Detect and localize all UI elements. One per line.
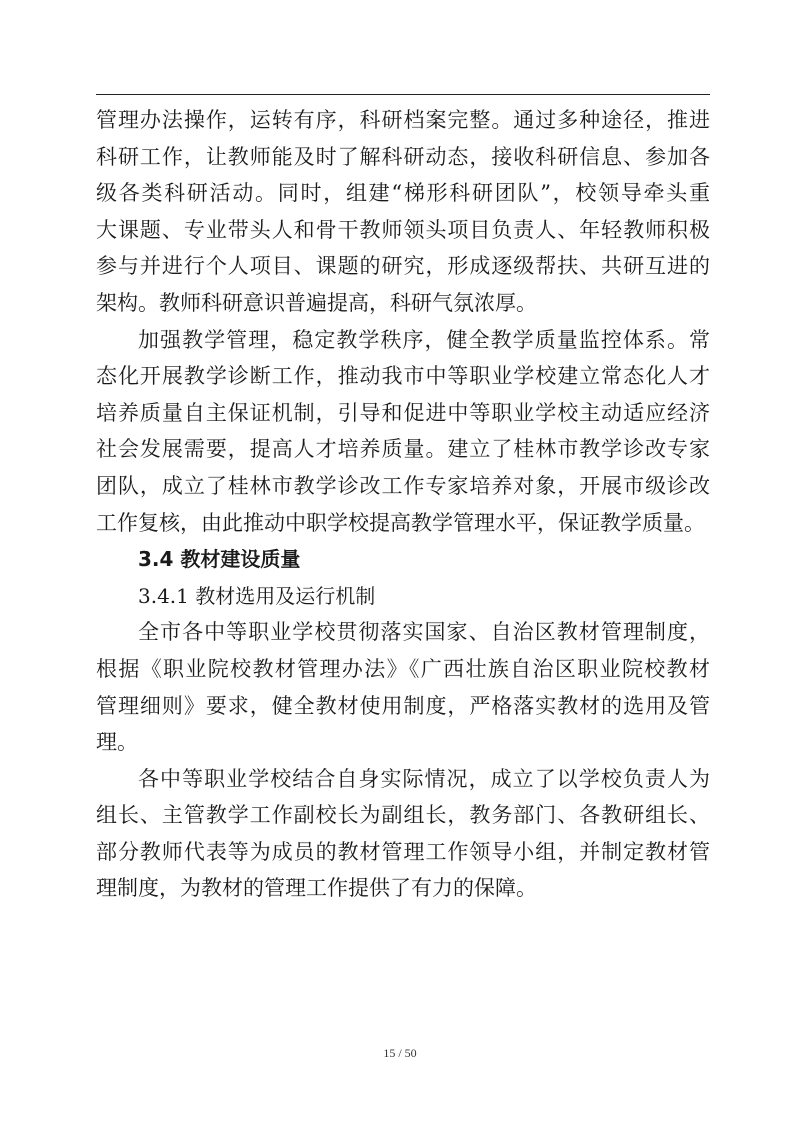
- paragraph-textbook-policy: [96, 614, 710, 760]
- header-rule: [96, 94, 710, 95]
- text-line: 管理办法操作，运转有序，科研档案完整。通过多种途径，推进: [96, 108, 710, 132]
- text-line: 部分教师代表等为成员的教材管理工作领导小组，并制定教材管: [96, 839, 710, 864]
- text-line: 组长、主管教学工作副校长为副组长，教务部门、各教研组长、: [96, 803, 710, 828]
- text-line: 社会发展需要，提高人才培养质量。建立了桂林市教学诊改专家: [96, 437, 710, 462]
- paragraph-textbook-group: [96, 761, 710, 907]
- text-line: 管理细则》要求，健全教材使用制度，严格落实教材的选用及管: [96, 693, 710, 718]
- text-line: 工作复核，由此推动中职学校提高教学管理水平，保证教学质量。: [96, 510, 705, 535]
- paragraph-research-management: [96, 102, 710, 322]
- section-heading: 3.4 教材建设质量: [138, 547, 301, 572]
- text-line: 全市各中等职业学校贯彻落实国家、自治区教材管理制度，: [138, 620, 710, 645]
- text-line: 根据《职业院校教材管理办法》《广西壮族自治区职业院校教材: [96, 656, 710, 681]
- text-line: 团队，成立了桂林市教学诊改工作专家培养对象，开展市级诊改: [96, 473, 710, 498]
- subsection-heading: 3.4.1 教材选用及运行机制: [138, 583, 376, 608]
- text-line: 理。: [96, 730, 138, 755]
- text-line: 参与并进行个人项目、课题的研究，形成逐级帮扶、共研互进的: [96, 254, 710, 279]
- text-line: 各中等职业学校结合自身实际情况，成立了以学校负责人为: [138, 766, 710, 791]
- text-line: 架构。教师科研意识普遍提高，科研气氛浓厚。: [96, 290, 537, 315]
- paragraph-teaching-management: [96, 322, 710, 542]
- text-line: 态化开展教学诊断工作，推动我市中等职业学校建立常态化人才: [96, 364, 710, 389]
- page-number: 15 / 50: [383, 1046, 417, 1060]
- text-line: 级各类科研活动。同时，组建“梯形科研团队”，校领导牵头重: [96, 181, 710, 206]
- text-line: 培养质量自主保证机制，引导和促进中等职业学校主动适应经济: [96, 400, 710, 425]
- text-line: 大课题、专业带头人和骨干教师领头项目负责人、年轻教师积极: [96, 217, 710, 242]
- text-line: 理制度，为教材的管理工作提供了有力的保障。: [96, 876, 537, 901]
- document-body: [96, 102, 710, 907]
- text-line: 加强教学管理，稳定教学秩序，健全教学质量监控体系。常: [138, 327, 710, 352]
- text-line: 科研工作，让教师能及时了解科研动态，接收科研信息、参加各: [96, 144, 710, 169]
